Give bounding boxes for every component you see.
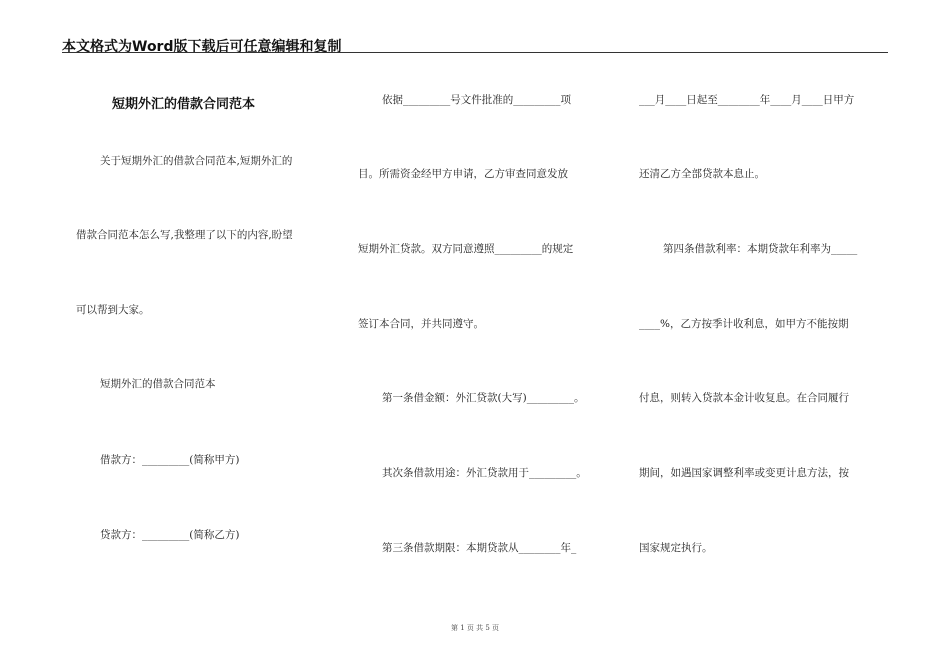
lender-field: 贷款方：_________(简称乙方)	[100, 529, 240, 541]
paragraph-line: 借款合同范本怎么写,我整理了以下的内容,盼望	[76, 229, 293, 241]
clause-4-interest-rate: 第四条借款利率：本期贷款年利率为_____	[663, 243, 858, 255]
paragraph-line: 短期外汇贷款。双方同意遵照_________的规定	[358, 243, 574, 255]
text-column-2	[358, 0, 618, 672]
paragraph-line: 付息，则转入贷款本金计收复息。在合同履行	[639, 392, 849, 404]
paragraph-line: 国家规定执行。	[639, 542, 713, 554]
clause-2-loan-purpose: 其次条借款用途：外汇贷款用于_________。	[382, 467, 587, 479]
paragraph-line: ___月____日起至________年____月____日甲方	[639, 94, 855, 106]
paragraph-line: 依据_________号文件批准的_________项	[382, 94, 571, 106]
clause-3-loan-term: 第三条借款期限：本期贷款从________年_	[382, 542, 577, 554]
paragraph-line: 可以帮到大家。	[76, 304, 150, 316]
clause-1-loan-amount: 第一条借金额：外汇贷款(大写)_________。	[382, 392, 585, 404]
paragraph-line: 签订本合同，并共同遵守。	[358, 318, 484, 330]
paragraph-line: 目。所需资金经甲方申请，乙方审查同意发放	[358, 168, 568, 180]
document-header-title: 本文格式为Word版下载后可任意编辑和复制	[62, 39, 342, 55]
paragraph-line: 还清乙方全部贷款本息止。	[639, 168, 765, 180]
borrower-field: 借款方：_________(简称甲方)	[100, 454, 240, 466]
text-column-3	[639, 0, 889, 672]
page-number: 第 1 页 共 5 页	[450, 624, 500, 632]
paragraph-line: 关于短期外汇的借款合同范本,短期外汇的	[100, 155, 293, 167]
paragraph-line: 短期外汇的借款合同范本	[100, 378, 216, 390]
paragraph-line: 期间，如遇国家调整利率或变更计息方法，按	[639, 467, 849, 479]
text-column-1	[76, 0, 336, 672]
document-title: 短期外汇的借款合同范本	[112, 97, 256, 112]
paragraph-line: ____%，乙方按季计收利息，如甲方不能按期	[639, 318, 849, 330]
